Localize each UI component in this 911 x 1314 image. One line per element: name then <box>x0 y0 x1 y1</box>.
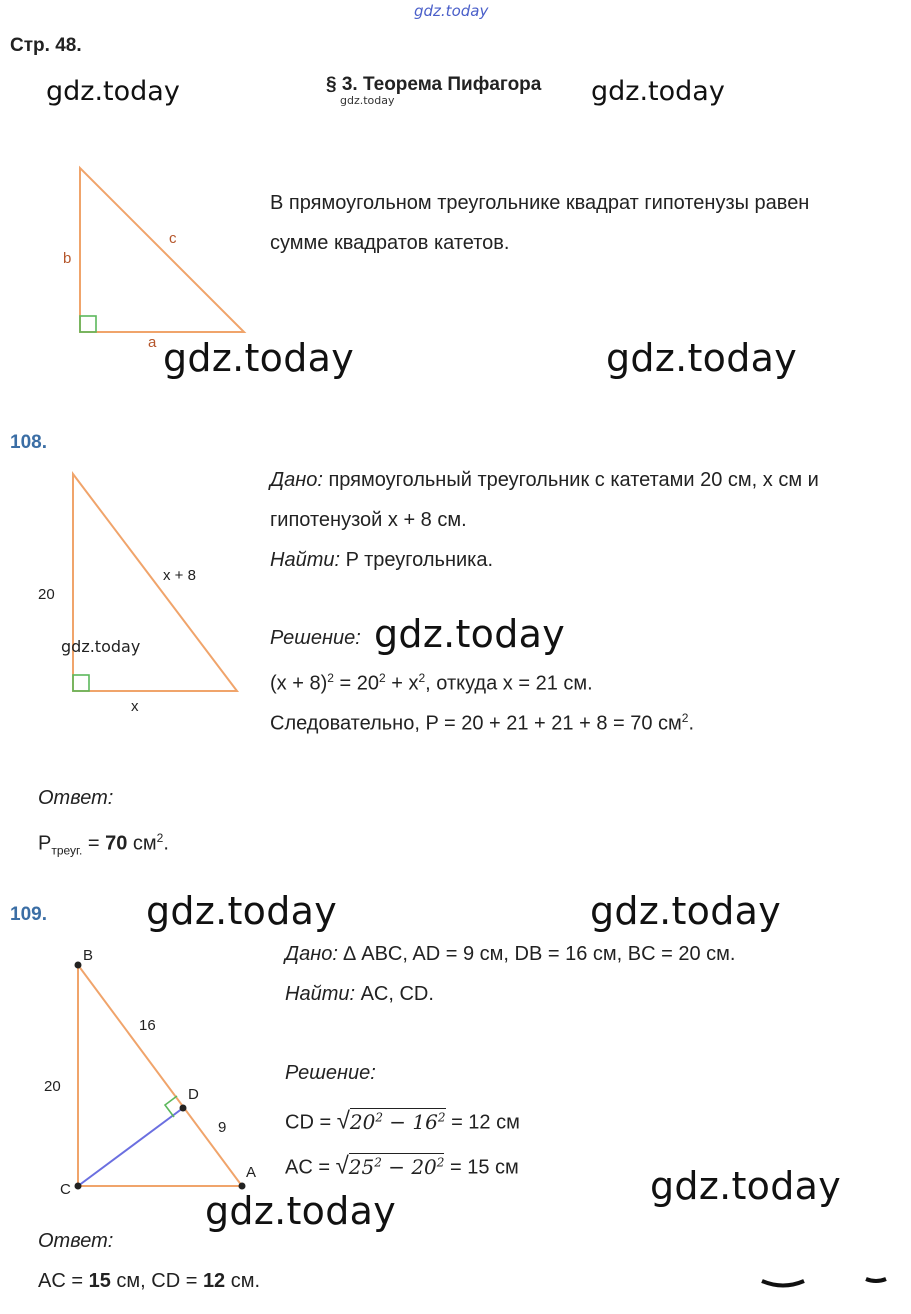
label-bc: 20 <box>44 1078 61 1095</box>
point-c <box>75 1183 82 1190</box>
given-label: Дано: <box>270 469 323 491</box>
label-hypotenuse: x + 8 <box>163 567 196 584</box>
answer-label-108: Ответ: <box>38 787 114 809</box>
right-angle-mark <box>80 316 96 332</box>
answer-109: AC = 15 см, CD = 12 см. <box>38 1270 261 1292</box>
label-base-x: x <box>131 698 139 715</box>
find-label: Найти: <box>285 983 356 1005</box>
point-b <box>75 962 82 969</box>
label-b: b <box>63 250 72 267</box>
find-text: AC, CD. <box>360 983 434 1005</box>
answer-108: $P_{треуг.} = 70$ $см^2$. <box>38 831 169 858</box>
problem-109-number: 109. <box>10 904 47 925</box>
given-label: Дано: <box>285 943 338 965</box>
section-title: § 3. Теорема Пифагора <box>326 74 542 95</box>
solution-label-108: Решение: <box>270 627 361 649</box>
watermark: gdz.today <box>146 889 338 933</box>
point-d <box>180 1105 187 1112</box>
theorem-line-1: В прямоугольном треугольнике квадрат гипотенузы равен <box>270 192 810 214</box>
pythagoras-triangle <box>80 168 244 332</box>
right-angle-mark <box>73 675 89 691</box>
watermark: gdz.today <box>340 94 395 107</box>
problem-108-number: 108. <box>10 432 47 453</box>
label-point-c: C <box>60 1181 71 1198</box>
corner-marks <box>762 1279 886 1286</box>
theorem-line-2: сумме квадратов катетов. <box>270 232 510 254</box>
altitude-cd <box>78 1108 183 1186</box>
label-bd: 16 <box>139 1017 156 1034</box>
label-point-b: B <box>83 947 94 964</box>
label-da: 9 <box>218 1119 227 1136</box>
watermark-top: gdz.today <box>414 2 489 20</box>
label-c: c <box>169 230 177 247</box>
label-point-d: D <box>188 1086 199 1103</box>
watermark: gdz.today <box>650 1164 842 1208</box>
find-label: Найти: <box>270 549 341 571</box>
find-108 <box>270 540 493 580</box>
solution-label-109: Решение: <box>285 1062 376 1084</box>
watermark: gdz.today <box>591 76 725 107</box>
watermark: gdz.today <box>205 1189 397 1233</box>
watermark: gdz.today <box>163 336 355 380</box>
given-text: ∆ ABC, AD = 9 см, DB = 16 см, BC = 20 см. <box>343 943 736 965</box>
watermark: gdz.today <box>46 76 180 107</box>
answer-label-109: Ответ: <box>38 1230 114 1252</box>
find-109 <box>285 974 434 1014</box>
ac-formula: AC = $√25^2 - 20^2 = 15$ см <box>285 1152 519 1180</box>
result-108: Следовательно, P = 20 + 21 + 21 + 8 = 70 $см^2$. <box>270 711 695 735</box>
given-text: прямоугольный треугольник с катетами 20 см, x см и <box>328 469 819 491</box>
page-label: Стр. 48. <box>10 35 82 56</box>
given-108-line-2: гипотенузой x + 8 см. <box>270 509 467 531</box>
equation-108: $(x + 8)^2 = 20^2 + x^2$, откуда x = 21 см. <box>270 671 593 695</box>
watermark: gdz.today <box>606 336 798 380</box>
given-108 <box>270 460 819 500</box>
watermark: gdz.today <box>61 637 141 656</box>
triangle-108 <box>73 474 237 691</box>
cd-formula: CD = $√20^2 - 16^2 = 12$ см <box>285 1107 520 1135</box>
label-point-a: A <box>246 1164 257 1181</box>
given-109 <box>285 934 735 974</box>
label-side-20: 20 <box>38 586 55 603</box>
triangle-109 <box>75 962 246 1190</box>
watermark: gdz.today <box>374 612 566 656</box>
label-a: a <box>148 334 157 351</box>
find-text: P треугольника. <box>345 549 494 571</box>
watermark: gdz.today <box>590 889 782 933</box>
